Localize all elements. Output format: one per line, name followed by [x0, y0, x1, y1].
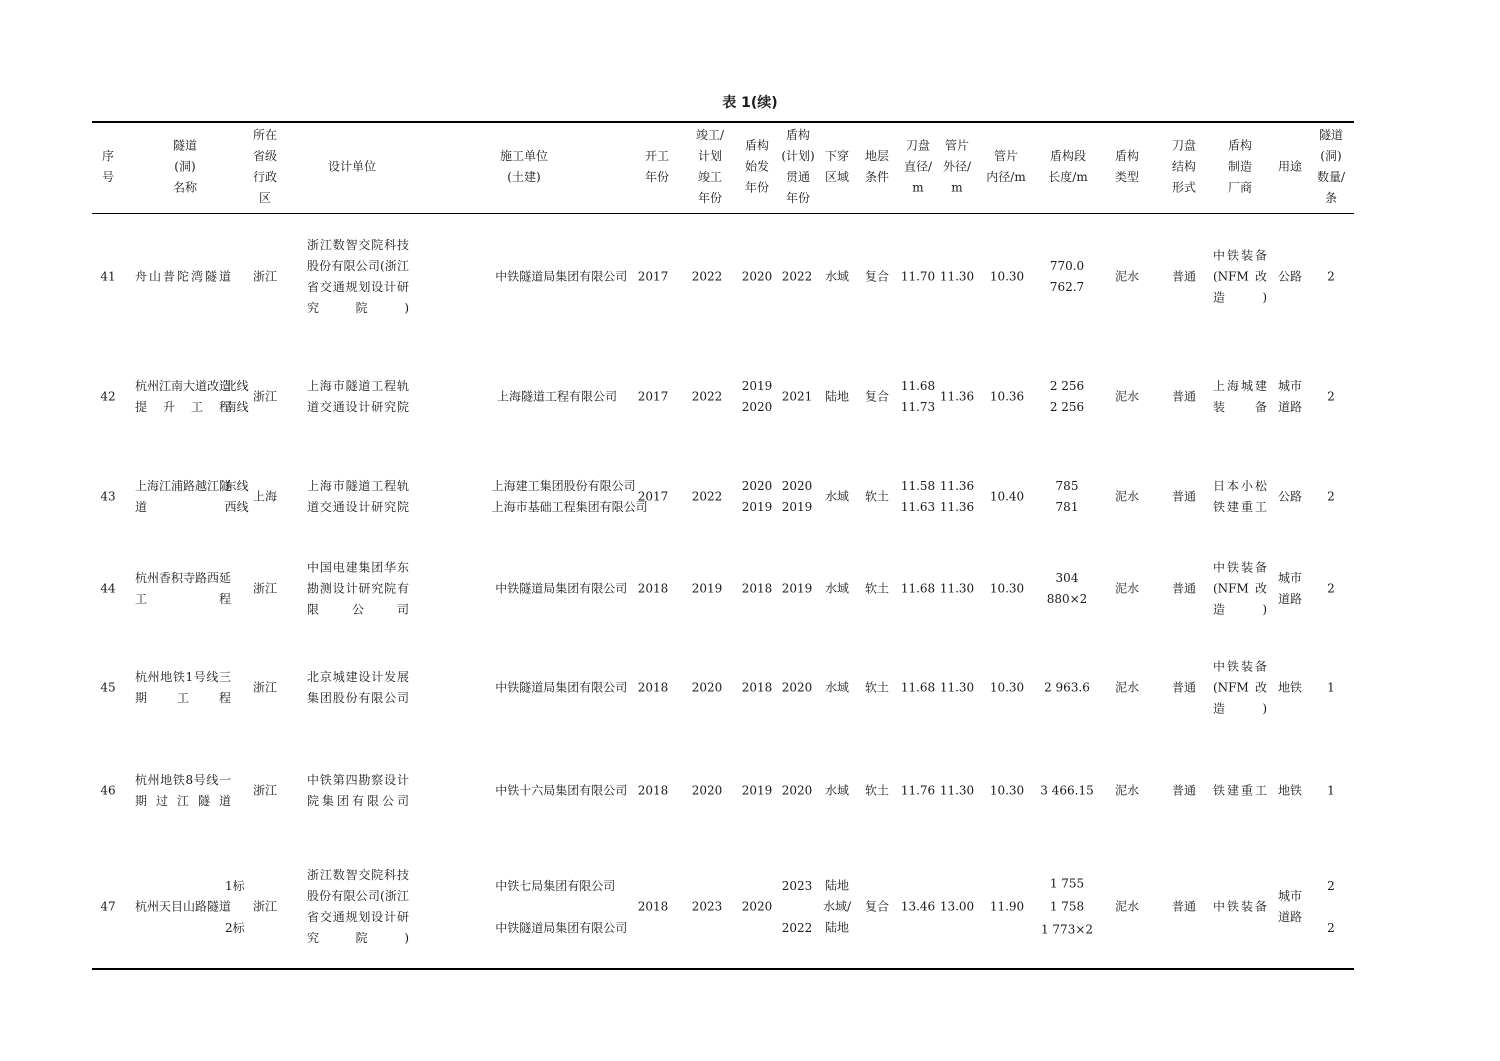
cell-maker: 中铁装备(NFM改造): [1213, 560, 1267, 617]
cell-inner: 10.30: [989, 581, 1025, 596]
cell-finish: 2020: [691, 680, 723, 695]
cell-cutter-form: 普通: [1171, 581, 1197, 596]
cell-use: 地铁: [1277, 783, 1303, 798]
column-header: 序 号: [101, 149, 115, 184]
cell-launch: 2019: [741, 783, 773, 798]
cell-stratum: 复合: [864, 389, 890, 404]
cell-inner: 10.30: [989, 783, 1025, 798]
cell-through: 2021: [781, 389, 813, 404]
cell-stratum: 复合: [864, 899, 890, 914]
cell-through: 2022: [781, 269, 813, 284]
cell-use: 公路: [1277, 269, 1303, 284]
cell-outer: 11.36: [939, 389, 975, 404]
cell-stratum: 软土: [864, 581, 890, 596]
column-header: 盾构 制造 厂商: [1227, 138, 1253, 195]
cell-start: 2018: [637, 899, 669, 914]
cell-launch: 2020 2019: [741, 479, 773, 514]
cell-no: 44: [100, 581, 116, 596]
cell-maker: 日本小松铁建重工: [1213, 479, 1267, 514]
cell-stratum: 复合: [864, 269, 890, 284]
cell-sub: 北线 南线: [224, 379, 249, 414]
cell-launch: 2020: [741, 899, 773, 914]
cell-area: 水域: [824, 783, 850, 798]
cell-prov: 浙江: [252, 581, 278, 596]
cell-finish: 2019: [691, 581, 723, 596]
cell-design: 上海市隧道工程轨道交通设计研究院: [307, 479, 409, 514]
cell-prov: 上海: [252, 489, 278, 504]
cell-outer: 11.30: [939, 269, 975, 284]
column-header: 管片 外径/ m: [942, 138, 972, 195]
cell-count: 2 2: [1327, 879, 1335, 935]
cell-start: 2018: [637, 680, 669, 695]
cell-stratum: 软土: [864, 783, 890, 798]
cell-cutter: 11.68 11.73: [900, 379, 936, 414]
cell-outer: 11.30: [939, 680, 975, 695]
cell-launch: 2020: [741, 269, 773, 284]
cell-design: 中国电建集团华东勘测设计研究院有限公司: [307, 560, 409, 617]
cell-design: 浙江数智交院科技股份有限公司(浙江省交通规划设计研究院): [307, 868, 409, 945]
cell-area: 水域: [824, 489, 850, 504]
cell-type: 泥水: [1114, 389, 1140, 404]
column-header: 隧道 (洞) 名称: [172, 138, 198, 195]
cell-length: 304 880×2: [1046, 571, 1088, 606]
cell-design: 上海市隧道工程轨道交通设计研究院: [307, 379, 409, 414]
column-header: 所在 省级 行政 区: [252, 128, 278, 205]
cell-no: 45: [100, 680, 116, 695]
cell-through: 2019: [781, 581, 813, 596]
cell-cutter-form: 普通: [1171, 899, 1197, 914]
column-header: 下穿 区域: [824, 149, 850, 184]
cell-area: 水域: [824, 269, 850, 284]
cell-maker: 上海城建装备: [1213, 379, 1267, 414]
cell-cutter: 11.76: [900, 783, 936, 798]
cell-start: 2018: [637, 581, 669, 596]
cell-length: 785 781: [1055, 479, 1079, 514]
column-header: 盾构 (计划) 贯通 年份: [781, 128, 815, 205]
cell-design: 浙江数智交院科技股份有限公司(浙江省交通规划设计研究院): [307, 238, 409, 315]
cell-use: 城市 道路: [1277, 379, 1303, 414]
cell-start: 2017: [637, 489, 669, 504]
cell-design: 中铁第四勘察设计院集团有限公司: [307, 773, 409, 808]
cell-cutter-form: 普通: [1171, 389, 1197, 404]
cell-launch: 2019 2020: [741, 379, 773, 414]
cell-name: 杭州香积寺路西延工程: [135, 571, 232, 606]
cell-use: 城市 道路: [1277, 889, 1303, 924]
cell-finish: 2022: [691, 489, 723, 504]
cell-maker: 铁建重工: [1213, 783, 1267, 798]
cell-name: 舟山普陀湾隧道: [135, 269, 231, 284]
cell-launch: 2018: [741, 680, 773, 695]
cell-name: 上海江浦路越江隧道: [135, 479, 232, 514]
column-header: 盾构 始发 年份: [744, 138, 770, 195]
column-header: 设计单位: [327, 159, 377, 174]
cell-outer: 11.36 11.36: [939, 479, 975, 514]
header-rule: [92, 213, 1354, 214]
cell-count: 2: [1327, 581, 1335, 596]
cell-maker: 中铁装备: [1213, 899, 1267, 914]
cell-inner: 10.30: [989, 269, 1025, 284]
cell-name: 杭州地铁1号线三期工程: [135, 670, 231, 705]
cell-length: 3 466.15: [1040, 783, 1094, 798]
cell-outer: 13.00: [939, 899, 975, 914]
cell-launch: 2018: [741, 581, 773, 596]
column-header: 地层 条件: [864, 149, 890, 184]
cell-sub: 东线 西线: [224, 479, 249, 514]
cell-finish: 2023: [691, 899, 723, 914]
cell-build: 中铁隧道局集团有限公司: [495, 581, 628, 596]
cell-name: 杭州地铁8号线一期过江隧道: [135, 773, 231, 808]
cell-count: 1: [1327, 783, 1335, 798]
cell-prov: 浙江: [252, 899, 278, 914]
cell-prov: 浙江: [252, 680, 278, 695]
cell-cutter-form: 普通: [1171, 489, 1197, 504]
cell-through: 2020 2019: [781, 479, 813, 514]
cell-maker: 中铁装备(NFM改造): [1213, 248, 1267, 305]
top-rule: [92, 121, 1354, 123]
column-header: 用途: [1277, 159, 1303, 174]
cell-finish: 2022: [691, 389, 723, 404]
cell-sub: 1标 2标: [225, 879, 245, 935]
cell-through: 2020: [781, 680, 813, 695]
cell-outer: 11.30: [939, 783, 975, 798]
cell-use: 公路: [1277, 489, 1303, 504]
column-header: 施工单位 (土建): [499, 149, 549, 184]
cell-stratum: 软土: [864, 680, 890, 695]
cell-length: 1 755 1 758 1 773×2: [1040, 876, 1094, 937]
cell-no: 47: [100, 899, 116, 914]
cell-inner: 11.90: [989, 899, 1025, 914]
cell-build: 上海建工集团股份有限公司 上海市基础工程集团有限公司: [491, 479, 648, 514]
column-header: 隧道 (洞) 数量/ 条: [1316, 128, 1346, 205]
column-header: 竣工/ 计划 竣工 年份: [695, 128, 725, 205]
cell-prov: 浙江: [252, 783, 278, 798]
cell-cutter-form: 普通: [1171, 783, 1197, 798]
bottom-rule: [92, 968, 1354, 970]
cell-start: 2017: [637, 389, 669, 404]
cell-length: 770.0 762.7: [1049, 259, 1085, 294]
cell-inner: 10.36: [989, 389, 1025, 404]
cell-inner: 10.30: [989, 680, 1025, 695]
cell-start: 2017: [637, 269, 669, 284]
cell-no: 41: [100, 269, 116, 284]
cell-type: 泥水: [1114, 899, 1140, 914]
cell-no: 42: [100, 389, 116, 404]
cell-use: 地铁: [1277, 680, 1303, 695]
cell-cutter: 11.58 11.63: [900, 479, 936, 514]
cell-cutter-form: 普通: [1171, 680, 1197, 695]
cell-cutter: 11.70: [900, 269, 936, 284]
cell-type: 泥水: [1114, 489, 1140, 504]
cell-inner: 10.40: [989, 489, 1025, 504]
cell-name: 杭州天目山路隧道: [135, 899, 232, 914]
cell-outer: 11.30: [939, 581, 975, 596]
column-header: 刀盘 结构 形式: [1171, 138, 1197, 195]
cell-build: 中铁十六局集团有限公司: [495, 783, 628, 798]
cell-count: 1: [1327, 680, 1335, 695]
cell-type: 泥水: [1114, 581, 1140, 596]
cell-count: 2: [1327, 269, 1335, 284]
cell-stratum: 软土: [864, 489, 890, 504]
column-header: 管片 内径/m: [986, 149, 1026, 184]
cell-cutter: 13.46: [900, 899, 936, 914]
cell-type: 泥水: [1114, 680, 1140, 695]
cell-no: 46: [100, 783, 116, 798]
cell-finish: 2022: [691, 269, 723, 284]
cell-cutter-form: 普通: [1171, 269, 1197, 284]
cell-length: 2 963.6: [1044, 680, 1090, 695]
column-header: 刀盘 直径/ m: [903, 138, 933, 195]
cell-through: 2023 2022: [781, 879, 813, 935]
cell-area: 水域: [824, 581, 850, 596]
column-header: 盾构段 长度/m: [1048, 149, 1088, 184]
cell-design: 北京城建设计发展集团股份有限公司: [307, 670, 409, 705]
cell-count: 2: [1327, 489, 1335, 504]
cell-through: 2020: [781, 783, 813, 798]
cell-maker: 中铁装备(NFM改造): [1213, 659, 1267, 716]
cell-prov: 浙江: [252, 269, 278, 284]
cell-type: 泥水: [1114, 269, 1140, 284]
cell-use: 城市 道路: [1277, 571, 1303, 606]
cell-start: 2018: [637, 783, 669, 798]
cell-count: 2: [1327, 389, 1335, 404]
cell-cutter: 11.68: [900, 680, 936, 695]
table-title: 表 1(续): [722, 95, 778, 111]
cell-area: 水域: [824, 680, 850, 695]
cell-area: 陆地 水域/ 陆地: [822, 878, 852, 935]
cell-build: 上海隧道工程有限公司: [496, 389, 618, 404]
cell-prov: 浙江: [252, 389, 278, 404]
cell-build: 中铁隧道局集团有限公司: [495, 269, 628, 284]
column-header: 盾构 类型: [1114, 149, 1140, 184]
cell-length: 2 256 2 256: [1049, 379, 1085, 414]
cell-build: 中铁七局集团有限公司 中铁隧道局集团有限公司: [495, 879, 628, 935]
cell-no: 43: [100, 489, 116, 504]
cell-type: 泥水: [1114, 783, 1140, 798]
cell-build: 中铁隧道局集团有限公司: [495, 680, 628, 695]
cell-name: 杭州江南大道改造提升工程: [135, 379, 232, 414]
column-header: 开工 年份: [644, 149, 670, 184]
cell-cutter: 11.68: [900, 581, 936, 596]
cell-finish: 2020: [691, 783, 723, 798]
cell-area: 陆地: [824, 389, 850, 404]
